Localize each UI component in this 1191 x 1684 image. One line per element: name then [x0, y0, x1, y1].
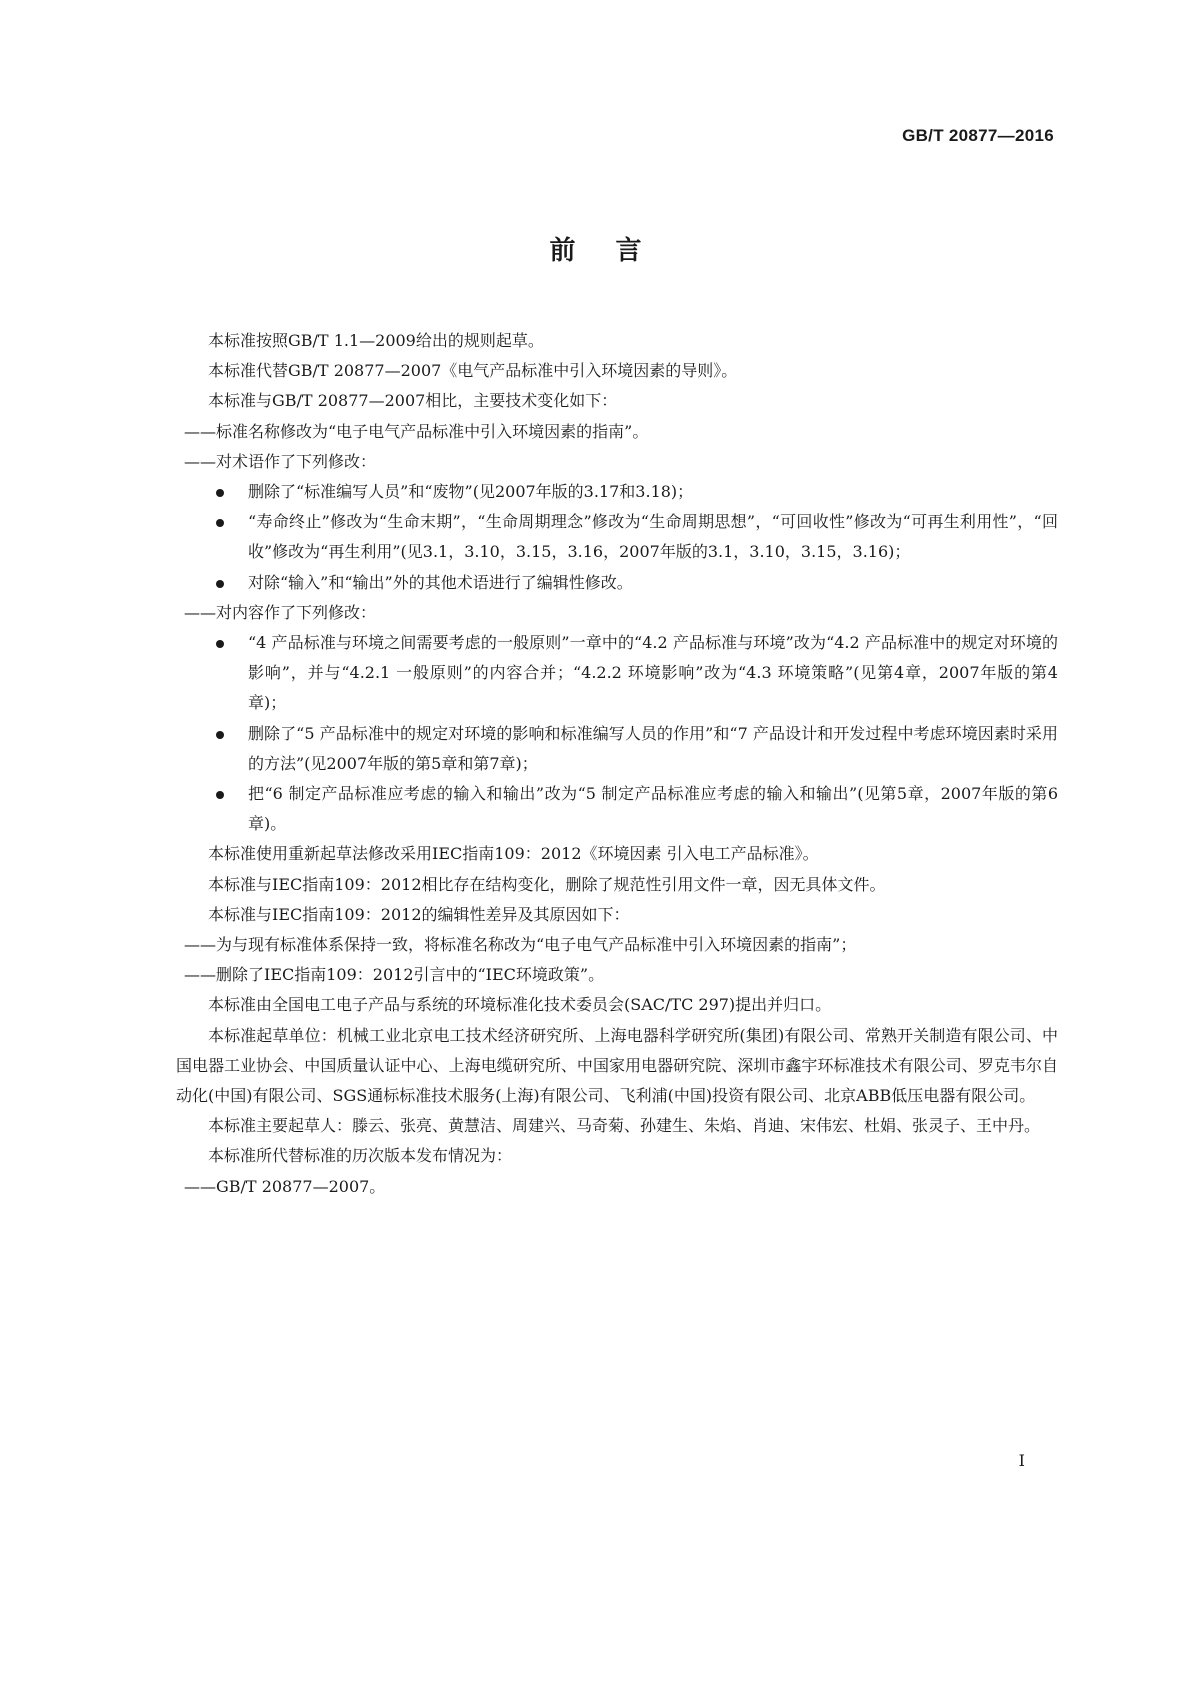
dash-item: ——标准名称修改为“电子电气产品标准中引入环境因素的指南”。 [184, 421, 649, 441]
bullet-icon [216, 731, 224, 739]
dash-item: ——对术语作了下列修改： [184, 451, 377, 471]
paragraph: 本标准所代替标准的历次版本发布情况为： [208, 1146, 513, 1166]
content-changes-list [176, 628, 1058, 839]
page-number: I [1018, 1451, 1025, 1470]
paragraph: 本标准代替GB/T 20877—2007《电气产品标准中引入环境因素的导则》。 [208, 361, 738, 381]
paragraph: 本标准与IEC指南109：2012的编辑性差异及其原因如下： [208, 904, 630, 924]
bullet-icon [216, 489, 224, 497]
drafters-paragraph: 本标准主要起草人：滕云、张亮、黄慧洁、周建兴、马奇菊、孙建生、朱焰、肖迪、宋伟宏、杜娟、张灵子、王中丹。 [208, 1116, 1041, 1136]
bullet-icon [216, 519, 224, 527]
dash-item: ——GB/T 20877—2007。 [184, 1176, 386, 1196]
dash-item: ——为与现有标准体系保持一致，将标准名称改为“电子电气产品标准中引入环境因素的指南”； [184, 935, 857, 955]
list-item: 删除了“标准编写人员”和“废物”(见2007年版的3.17和3.18)； [176, 477, 1058, 507]
paragraph: 本标准由全国电工电子产品与系统的环境标准化技术委员会(SAC/TC 297)提出并归口。 [208, 995, 832, 1015]
paragraph: 本标准与IEC指南109：2012相比存在结构变化，删除了规范性引用文件一章，因无具体文件。 [208, 874, 886, 894]
bullet-icon [216, 580, 224, 588]
list-item: 把“6 制定产品标准应考虑的输入和输出”改为“5 制定产品标准应考虑的输入和输出”(见第5章，2007年版的第6章)。 [176, 779, 1058, 839]
page-title: 前言 [549, 236, 682, 266]
list-item: 删除了“5 产品标准中的规定对环境的影响和标准编写人员的作用”和“7 产品设计和开发过程中考虑环境因素时采用的方法”(见2007年版的第5章和第7章)； [176, 719, 1058, 779]
list-item: “寿命终止”修改为“生命末期”，“生命周期理念”修改为“生命周期思想”，“可回收性”修改为“可再生利用性”，“回收”修改为“再生利用”(见3.1，3.10，3.15，3.16，2007年版的3.1，3.10，3.15，3.16)； [176, 507, 1058, 567]
paragraph: 本标准与GB/T 20877—2007相比，主要技术变化如下： [208, 391, 618, 411]
list-item: “4 产品标准与环境之间需要考虑的一般原则”一章中的“4.2 产品标准与环境”改为“4.2 产品标准中的规定对环境的影响”，并与“4.2.1 一般原则”的内容合并；“4.2.2 环境影响”改为“4.3 环境策略”(见第4章，2007年版的第4章)； [176, 628, 1058, 719]
dash-item: ——删除了IEC指南109：2012引言中的“IEC环境政策”。 [184, 965, 605, 985]
list-item: 对除“输入”和“输出”外的其他术语进行了编辑性修改。 [176, 568, 1058, 598]
bullet-icon [216, 791, 224, 799]
standard-number: GB/T 20877—2016 [902, 126, 1054, 145]
paragraph: 本标准按照GB/T 1.1—2009给出的规则起草。 [208, 331, 544, 350]
foreword-body [176, 326, 1058, 1202]
bullet-icon [216, 640, 224, 648]
dash-item: ——对内容作了下列修改： [184, 602, 377, 622]
drafting-units-paragraph: 本标准起草单位：机械工业北京电工技术经济研究所、上海电器科学研究所(集团)有限公司、常熟开关制造有限公司、中国电器工业协会、中国质量认证中心、上海电缆研究所、中国家用电器研究院、深圳市鑫宇环标准技术有限公司、罗克韦尔自动化(中国)有限公司、SGS通标标准技术服务(上海)有限公司、飞利浦(中国)投资有限公司、北京ABB低压电器有限公司。 [176, 1025, 1058, 1106]
terminology-changes-list [176, 477, 1058, 598]
paragraph: 本标准使用重新起草法修改采用IEC指南109：2012《环境因素 引入电工产品标准》。 [208, 844, 819, 864]
